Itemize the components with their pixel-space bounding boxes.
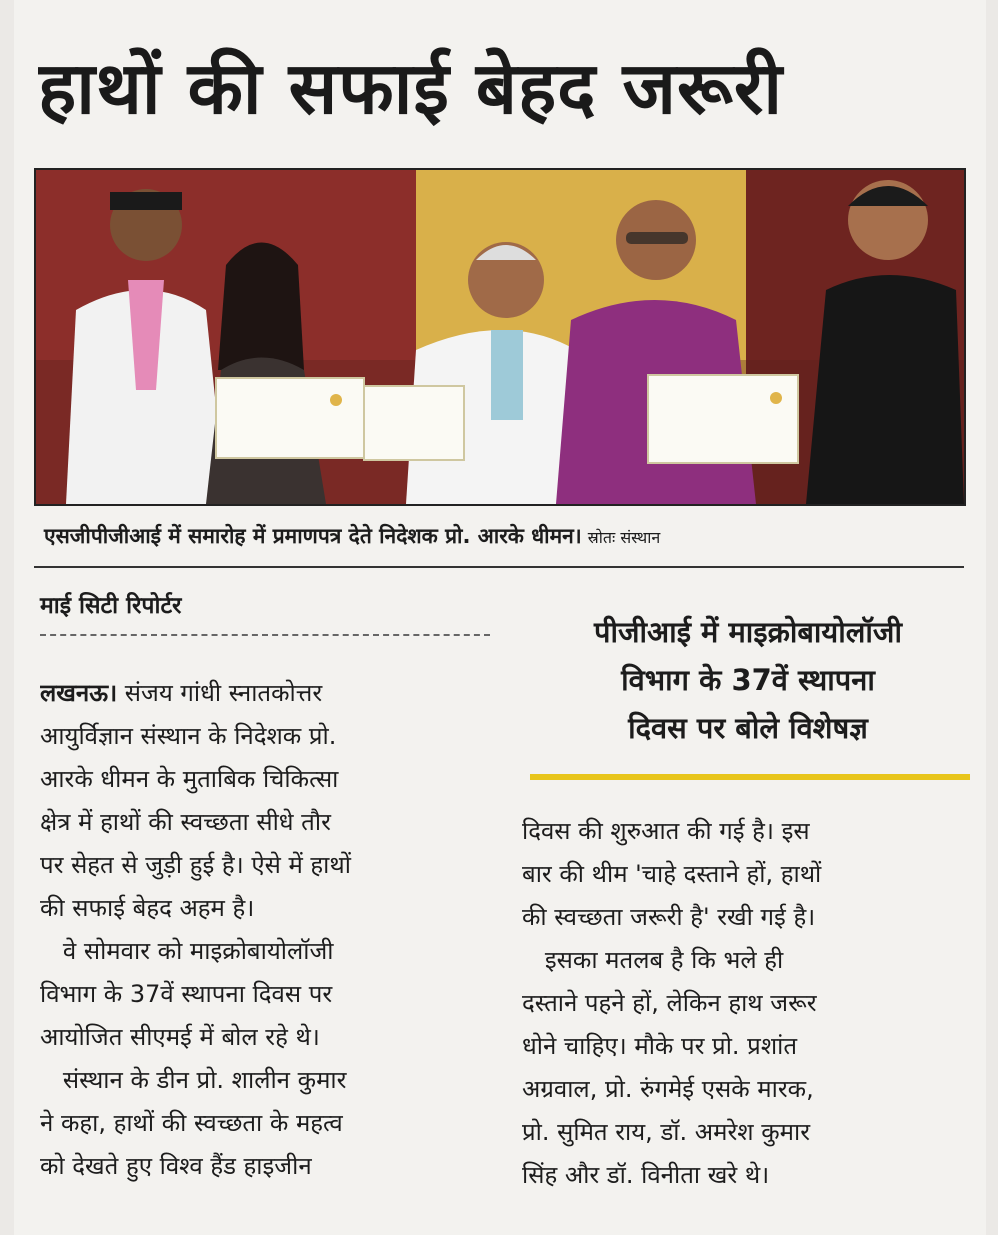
newspaper-clipping [14,0,986,1235]
byline-divider [40,634,490,636]
article-line: अग्रवाल, प्रो. रुंगमेई एसके मारक, [522,1075,814,1103]
article-line: सिंह और डॉ. विनीता खरे थे। [522,1161,770,1189]
article-column-left [40,672,492,1188]
article-line: संस्थान के डीन प्रो. शालीन कुमार [40,1066,347,1094]
subheadline-accent-rule [530,774,970,780]
article-line: को देखते हुए विश्व हैंड हाइजीन [40,1152,312,1180]
byline: माई सिटी रिपोर्टर [40,593,182,619]
photo-source: स्रोतः संस्थान [587,528,661,547]
subheadline-line: पीजीआई में माइक्रोबायोलॉजी [594,615,902,649]
subheadline [522,608,974,758]
subheadline-line: विभाग के 37वें स्थापना [621,663,875,697]
article-line: दस्ताने पहने हों, लेकिन हाथ जरूर [522,989,817,1017]
article-column-right [522,810,974,1197]
subheadline-line: दिवस पर बोले विशेषज्ञ [628,711,868,745]
article-line: की स्वच्छता जरूरी है' रखी गई है। [522,903,816,931]
article-line: इसका मतलब है कि भले ही [522,946,784,974]
photo-caption [44,516,964,556]
caption-divider [34,566,964,568]
article-line: आयोजित सीएमई में बोल रहे थे। [40,1023,320,1051]
article-text: संजय गांधी स्नातकोत्तर [117,679,323,707]
caption-text: एसजीपीजीआई में समारोह में प्रमाणपत्र देते निदेशक प्रो. आरके धीमन। [44,524,582,548]
article-line: दिवस की शुरुआत की गई है। इस [522,817,810,845]
headline: हाथों की सफाई बेहद जरूरी [38,46,783,130]
article-line: बार की थीम 'चाहे दस्ताने हों, हाथों [522,860,822,888]
event-photo [34,168,966,506]
article-line: की सफाई बेहद अहम है। [40,894,255,922]
article-line: ने कहा, हाथों की स्वच्छता के महत्व [40,1109,343,1137]
article-line: आयुर्विज्ञान संस्थान के निदेशक प्रो. [40,722,337,750]
article-line: विभाग के 37वें स्थापना दिवस पर [40,980,333,1008]
article-line: प्रो. सुमित राय, डॉ. अमरेश कुमार [522,1118,811,1146]
dateline: लखनऊ। [40,679,118,707]
article-line: धोने चाहिए। मौके पर प्रो. प्रशांत [522,1032,798,1060]
article-line: क्षेत्र में हाथों की स्वच्छता सीधे तौर [40,808,331,836]
article-line: पर सेहत से जुड़ी हुई है। ऐसे में हाथों [40,851,351,879]
photo-illustration [36,170,964,504]
article-line: आरके धीमन के मुताबिक चिकित्सा [40,765,339,793]
article-line [40,672,492,715]
article-line: वे सोमवार को माइक्रोबायोलॉजी [40,937,334,965]
